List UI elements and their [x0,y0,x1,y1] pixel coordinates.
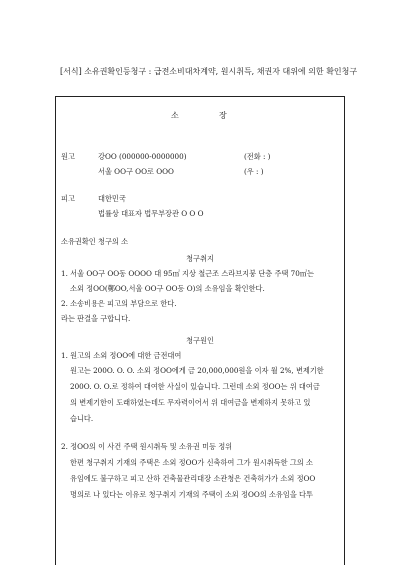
title-left: 소 [171,111,179,120]
cause-item1-line: 200O. O. O.로 정하여 대여한 사실이 있습니다. 그런데 소외 정OO는 위 대여금 [70,382,320,391]
document-heading: [서식] 소유권확인등청구 : 급전소비대차계약, 원시취득, 채권자 대위에 의한 확인청구 [60,67,358,76]
cause-heading: 청구원인 [186,336,214,345]
plaintiff-phone: (전화 : ) [244,152,271,161]
cause-item1-line: 습니다. [70,414,94,423]
defendant-representative: 법률상 대표자 법무부장관 O O O [98,209,204,218]
cause-item2-line: 한편 청구취지 기재의 주택은 소외 정OO가 신축하여 그가 원시취득한 그의 소 [70,458,313,467]
claim-item2: 2. 소송비용은 피고의 부담으로 한다. [61,299,177,308]
plaintiff-label: 원고 [61,152,75,161]
claim-item1-line2: 소외 정OO(鄭OO,서울 OO구 OO동 O)의 소유임을 확인한다. [70,284,265,293]
defendant-name: 대한민국 [98,194,126,203]
cause-item1-title: 1. 원고의 소외 정OO에 대한 금전대여 [61,351,182,360]
title-right: 장 [219,111,227,120]
cause-item1-line: 원고는 200O. O. O. 소외 정OO에게 금 20,000,000원을 이자 월 2%, 변제기한 [70,366,324,375]
cause-item2-title: 2. 정OO의 이 사건 주택 원시취득 및 소유권 미등 정위 [61,442,233,451]
claim-item1-line1: 1. 서울 OO구 OO동 OOOO 대 95㎡ 지상 철근조 스라브지붕 단층 주택 70㎡는 [61,269,314,278]
claim-closing: 라는 판결을 구합니다. [61,314,131,323]
plaintiff-address: 서울 OO구 OO로 OOO [98,167,174,176]
cause-item2-line: 유임에도 불구하고 피고 산하 건축물관리대장 소관청은 건축허가가 소외 정OO [70,474,316,483]
plaintiff-name: 강OO (000000-0000000) [98,152,187,161]
cause-item2-line: 명의로 나 있다는 이유로 청구취지 기재의 주택이 소외 정OO의 소유임을 다투 [70,490,313,499]
claim-heading: 청구취지 [186,254,214,263]
complaint-frame [55,96,345,565]
plaintiff-zip: (우 : ) [244,167,264,176]
cause-item1-line: 의 변제기한이 도래하였는데도 무자력이어서 위 대여금을 변제하지 못하고 있 [70,398,311,407]
defendant-label: 피고 [61,194,75,203]
case-name: 소유권확인 청구의 소 [61,237,129,246]
